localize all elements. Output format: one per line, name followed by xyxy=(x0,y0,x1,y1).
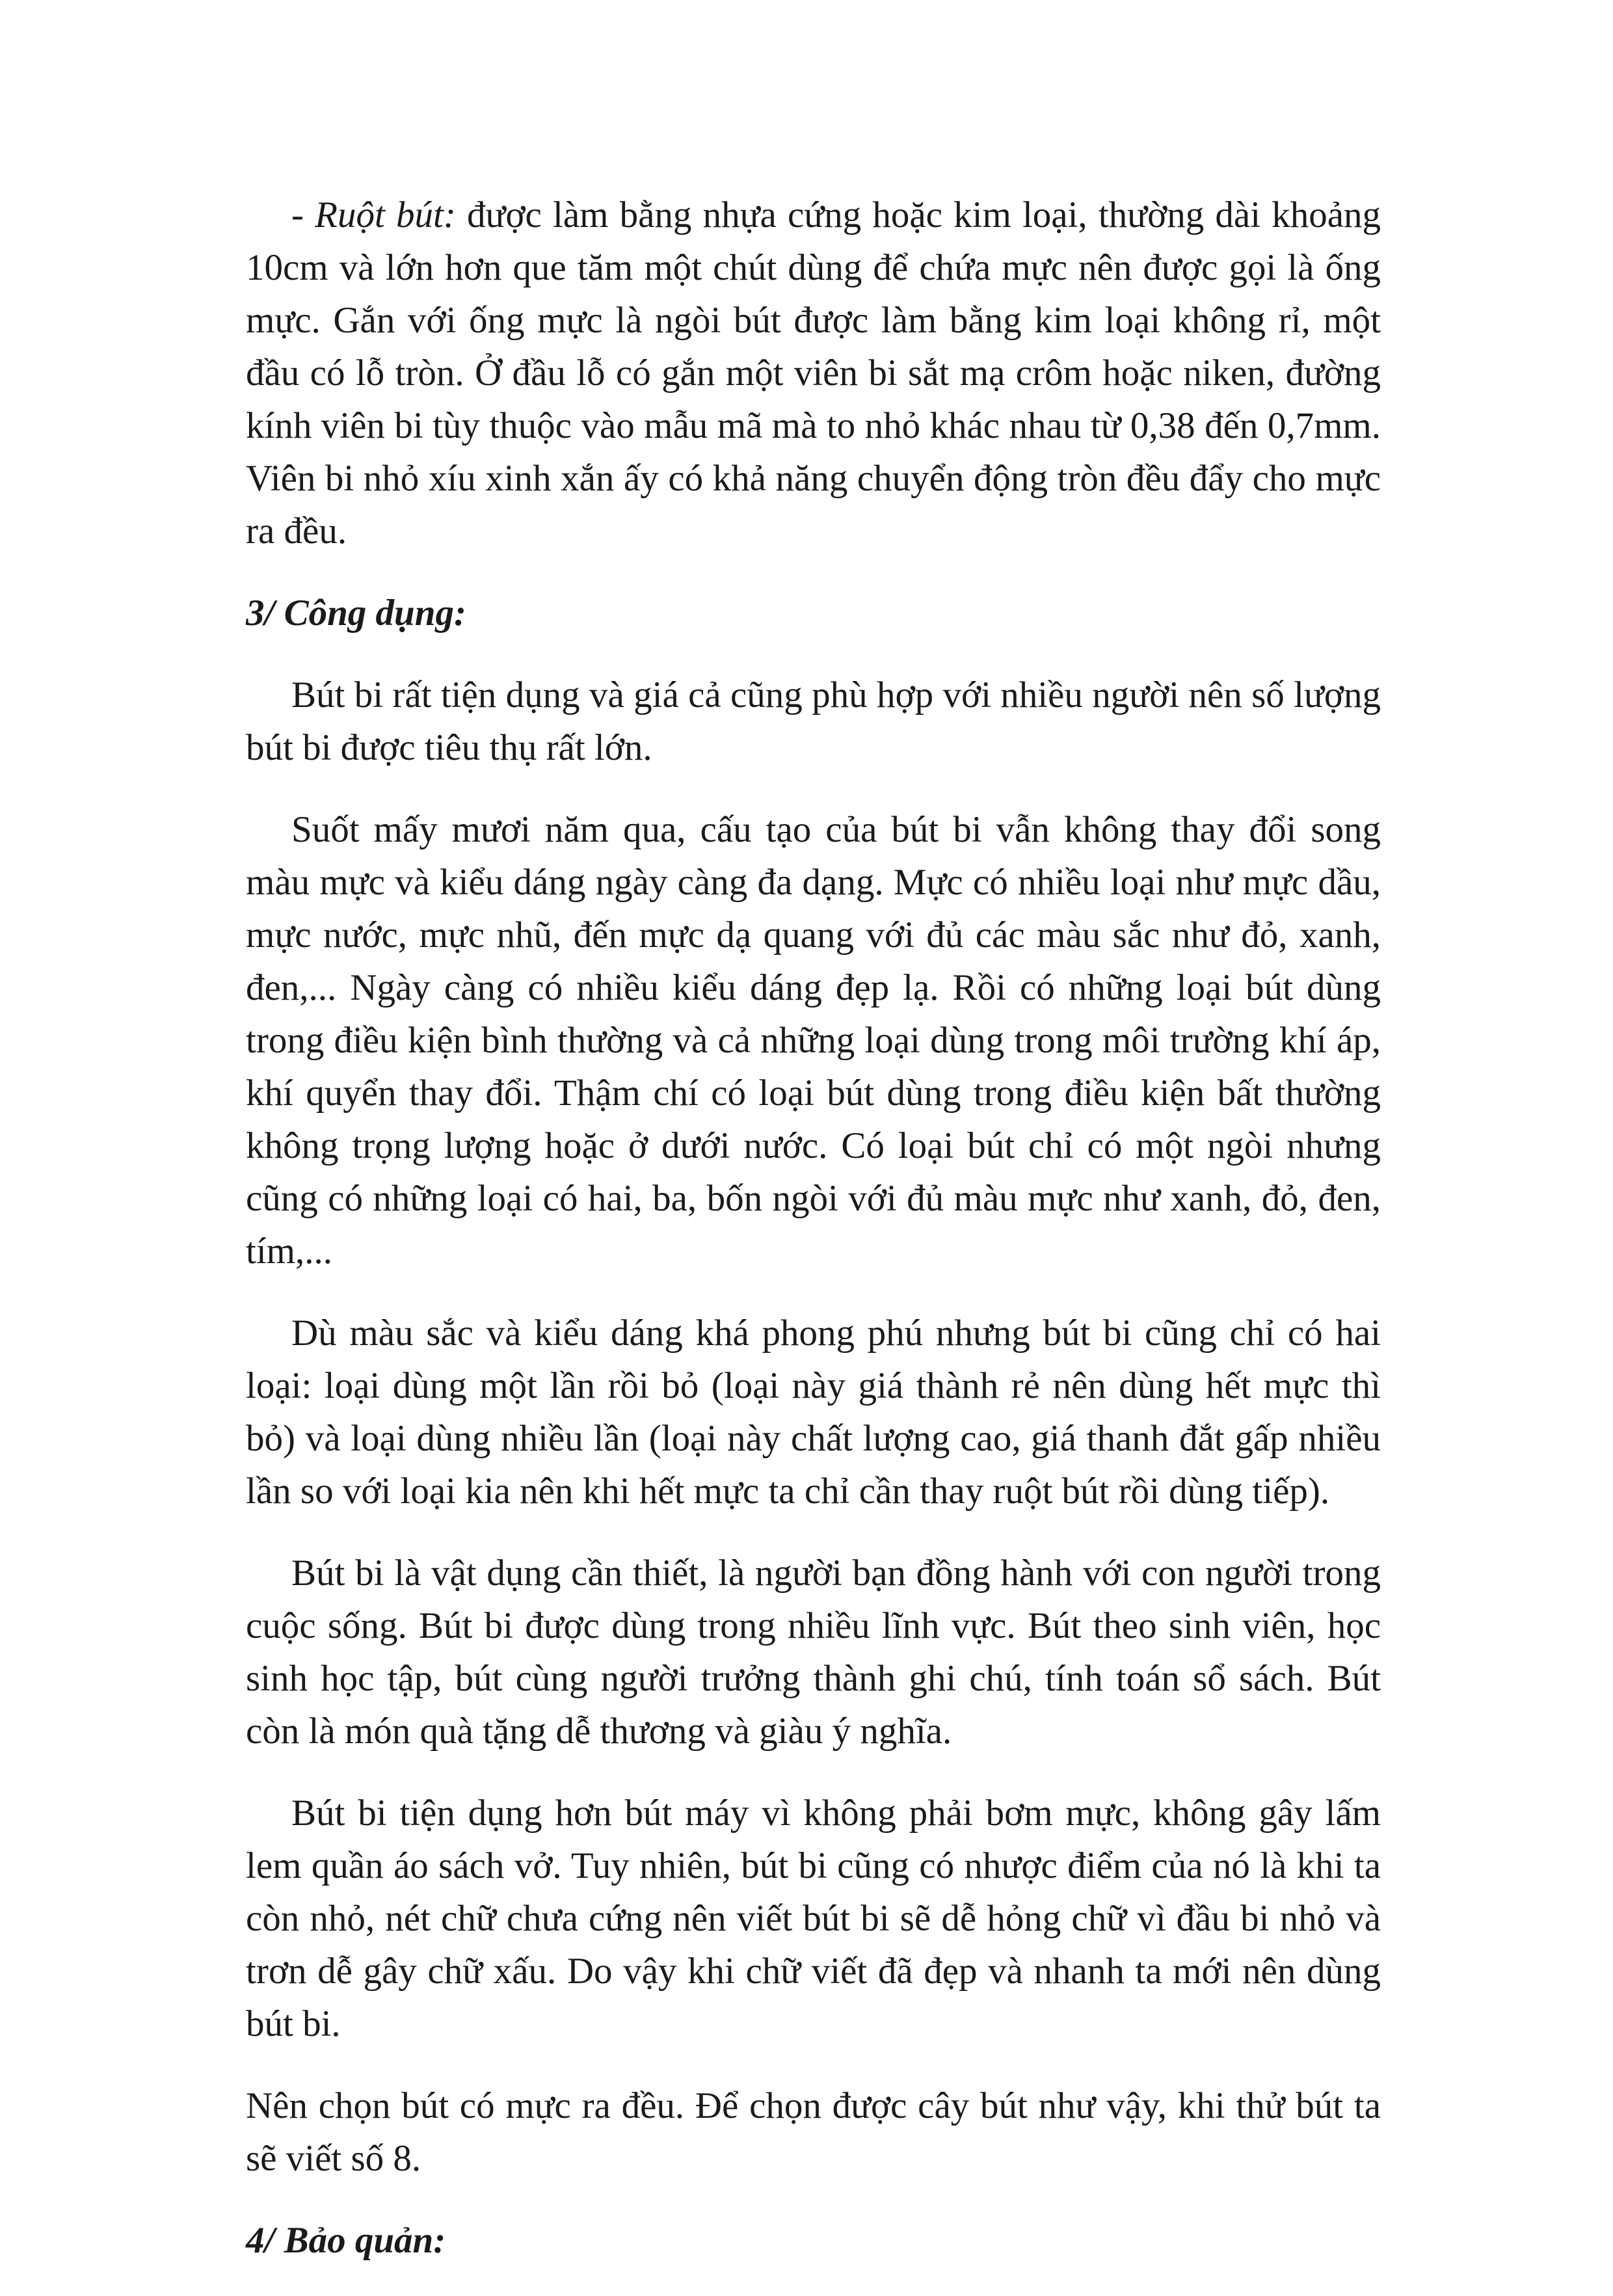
uses-paragraph-5: Bút bi tiện dụng hơn bút máy vì không phải bơm mực, không gây lấm lem quần áo sách vở. Tuy nhiên, bút bi cũng có nhược điểm của nó là khi ta còn nhỏ, nét chữ chưa cứng nên viết bút bi sẽ dễ hỏng chữ vì đầu bi nhỏ và trơn dễ gây chữ xấu. Do vậy khi chữ viết đã đẹp và nhanh ta mới nên dùng bút bi. xyxy=(246,1793,1381,2044)
refill-description: được làm bằng nhựa cứng hoặc kim loại, thường dài khoảng 10cm và lớn hơn que tăm một chút dùng để chứa mực nên được gọi là ống mực. Gắn với ống mực là ngòi bút được làm bằng kim loại không rỉ, một đầu có lỗ tròn. Ở đầu lỗ có gắn một viên bi sắt mạ crôm hoặc niken, đường kính viên bi tùy thuộc vào mẫu mã mà to nhỏ khác nhau từ 0,38 đến 0,7mm. Viên bi nhỏ xíu xinh xắn ấy có khả năng chuyển động tròn đều đẩy cho mực ra đều. xyxy=(246,194,1381,552)
list-dash: - xyxy=(291,194,315,235)
uses-paragraph-3: Dù màu sắc và kiểu dáng khá phong phú nhưng bút bi cũng chỉ có hai loại: loại dùng một lần rồi bỏ (loại này giá thành rẻ nên dùng hết mực thì bỏ) và loại dùng nhiều lần (loại này chất lượng cao, giá thanh đắt gấp nhiều lần so với loại kia nên khi hết mực ta chỉ cần thay ruột bút rồi dùng tiếp). xyxy=(246,1313,1381,1512)
refill-paragraph xyxy=(246,189,1381,557)
refill-term: Ruột bút: xyxy=(315,194,456,235)
uses-paragraph-4: Bút bi là vật dụng cần thiết, là người bạn đồng hành với con người trong cuộc sống. Bút bi được dùng trong nhiều lĩnh vực. Bút theo sinh viên, học sinh học tập, bút cùng người trưởng thành ghi chú, tính toán sổ sách. Bút còn là món quà tặng dễ thương và giàu ý nghĩa. xyxy=(246,1553,1381,1752)
document-page xyxy=(246,189,1381,2296)
uses-closing-paragraph: Nên chọn bút có mực ra đều. Để chọn được cây bút như vậy, khi thử bút ta sẽ viết số 8. xyxy=(246,2085,1381,2179)
uses-paragraph-1: Bút bi rất tiện dụng và giá cả cũng phù hợp với nhiều người nên số lượng bút bi được tiêu thụ rất lớn. xyxy=(246,674,1381,768)
uses-paragraph-2: Suốt mấy mươi năm qua, cấu tạo của bút bi vẫn không thay đổi song màu mực và kiểu dáng ngày càng đa dạng. Mực có nhiều loại như mực dầu, mực nước, mực nhũ, đến mực dạ quang với đủ các màu sắc như đỏ, xanh, đen,... Ngày càng có nhiều kiểu dáng đẹp lạ. Rồi có những loại bút dùng trong điều kiện bình thường và cả những loại dùng trong môi trường khí áp, khí quyển thay đổi. Thậm chí có loại bút dùng trong điều kiện bất thường không trọng lượng hoặc ở dưới nước. Có loại bút chỉ có một ngòi nhưng cũng có những loại có hai, ba, bốn ngòi với đủ màu mực như xanh, đỏ, đen, tím,... xyxy=(246,809,1381,1272)
section-heading-storage: 4/ Bảo quản: xyxy=(246,2220,446,2261)
section-heading-uses: 3/ Công dụng: xyxy=(246,593,466,634)
